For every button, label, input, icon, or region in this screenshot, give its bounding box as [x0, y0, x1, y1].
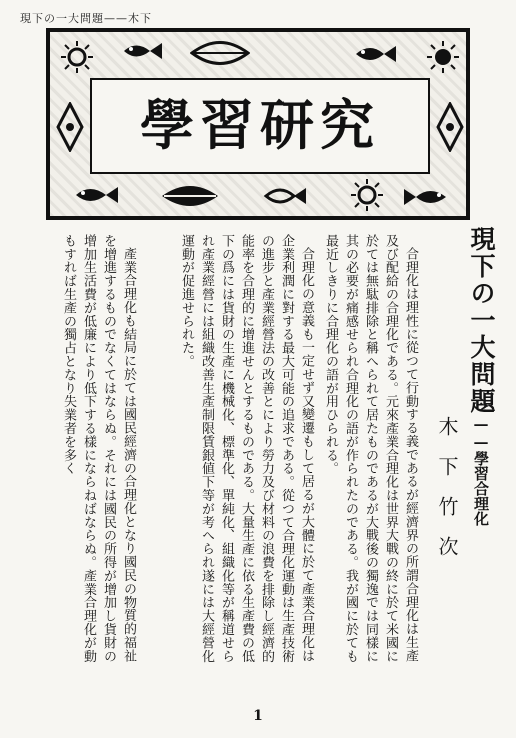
sun-ornament-icon [350, 178, 384, 212]
article-headline [464, 226, 498, 646]
sun-ornament-icon [60, 40, 94, 74]
diamond-ornament-icon [56, 102, 84, 152]
fish-ornament-icon [402, 184, 452, 210]
fish-ornament-icon [350, 42, 398, 66]
banner-title: 學習研究 [140, 94, 380, 157]
fish-ornament-icon [70, 182, 120, 208]
body-column-upper [172, 234, 420, 674]
body-column-lower [38, 234, 138, 674]
body-paragraph: 合理化は理性に從つて行動する義であるが經濟界の所謂合理化は生產及び配給の合理化である。元來產業合理化は世界大戰の終に於て米國に於ては無駄排除と稱へられて居たものであるが大戰後の獨逸では同樣に其の必要が痛感せられ合理化の語が作られたのである。我が國に於ても最近しきりに合理化の語が用ひられる。 [323, 234, 418, 663]
body-paragraph: 產業合理化も結局に於ては國民經濟の合理化となり國民の物質的福祉を增進するものでなくてはならぬ。それには國民の所得が增加し貨財の增加生活費が低廉により低下する樣にならねばならぬ。產業合理化が動もすれば生產の獨占となり失業者を多く [61, 234, 136, 663]
banner-title-panel [90, 78, 430, 174]
fish-ornament-icon [260, 184, 308, 208]
headline-subtitle: ——學習合理化 [472, 415, 490, 526]
sun-ornament-icon [426, 40, 460, 74]
leaf-ornament-icon [160, 182, 220, 210]
headline-title: 現下の一大問題 [467, 226, 496, 415]
body-paragraph: 合理化の意義も一定せず又變遷もして居るが大體に於て產業合理化は企業利潤に對する最大可能の追求である。從つて合理化運動は生產技術の進步と產業經營法の改善とにより勞力及び材料の浪費を排除し經濟的能率を合理的に增進せんとするものである。大量生產に依る生產費の低下の爲には貨財の生產に機械化、標準化、單純化、組織化等が稱道せられ產業經營には組織改善生產制限賃銀値下等が考へられ遂には大經營化運動が促進せられた。 [179, 234, 314, 663]
diamond-ornament-icon [436, 102, 464, 152]
fish-ornament-icon [120, 40, 164, 62]
author-name: 木下竹次 [435, 416, 459, 576]
running-head: 現下の一大問題——木下 [20, 12, 152, 25]
page-number: 1 [253, 708, 263, 724]
title-banner [46, 28, 470, 220]
leaf-ornament-icon [190, 38, 250, 68]
